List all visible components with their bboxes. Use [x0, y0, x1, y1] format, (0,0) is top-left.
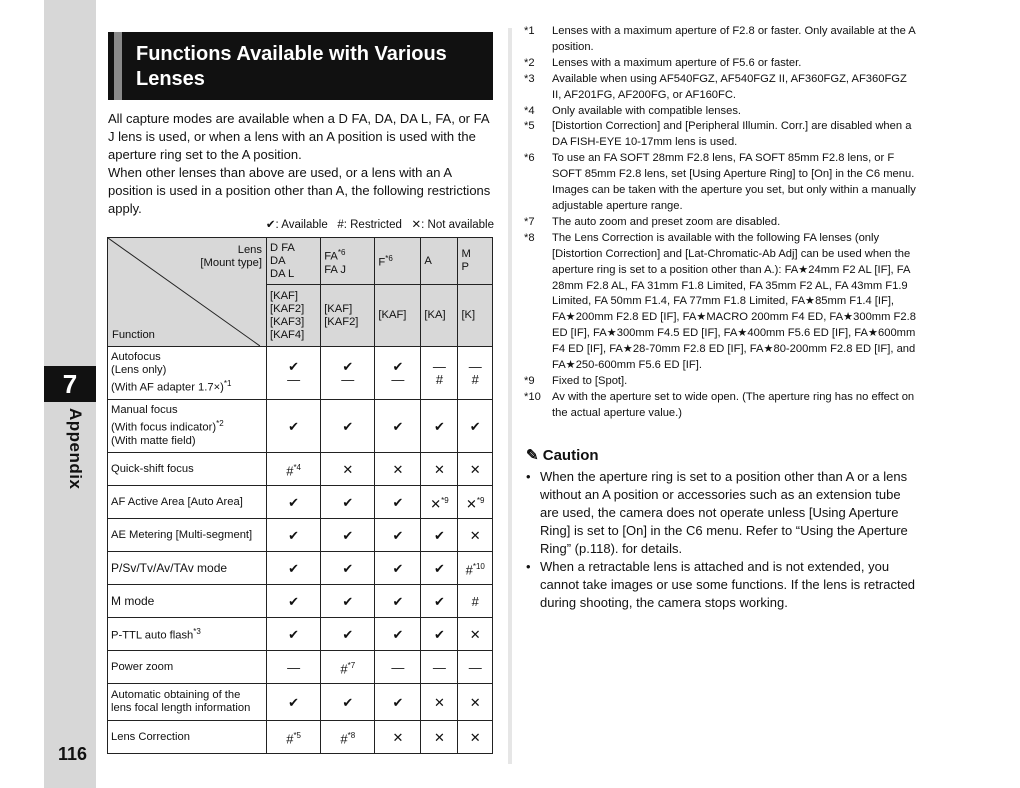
function-cell: Automatic obtaining of the lens focal length information — [108, 684, 267, 721]
bullet-icon: • — [526, 469, 531, 484]
table-row — [108, 684, 493, 721]
footnote — [524, 374, 916, 390]
value-cell: ✔ — [421, 585, 458, 618]
function-cell: P-TTL auto flash$^{*3}$ — [108, 618, 267, 651]
table-row — [108, 486, 493, 519]
caution-text: When the aperture ring is set to a position other than A or a lens without an A position or accessories such as an extension tube are used, the camera does not operate unless [Using Aperture Ring] is set to [On] in the C6 menu. Refer to “Using the Aperture Ring” (p.118). for details. — [540, 469, 908, 556]
footnote — [524, 215, 916, 231]
caution-item — [526, 558, 918, 612]
value-cell: ✔ — [321, 585, 375, 618]
caution-item — [526, 468, 918, 558]
value-cell: ✕ — [421, 721, 458, 754]
caution-text: When a retractable lens is attached and is not extended, you cannot take images or use some functions. If the lens is retracted during shooting, the camera stops working. — [540, 559, 916, 610]
column-divider — [508, 28, 512, 764]
value-cell: # — [458, 585, 493, 618]
footnote-key: *5 — [524, 120, 535, 133]
footnotes — [524, 24, 916, 422]
footnote-text: Only available with compatible lenses. — [552, 104, 742, 117]
footnote-text: Av with the aperture set to wide open. (The aperture ring has no effect on the actual aperture value.) — [552, 390, 915, 419]
footnote — [524, 56, 916, 72]
caution-icon: ✎ — [526, 447, 539, 464]
value-cell: ✕ — [458, 721, 493, 754]
function-cell: Power zoom — [108, 651, 267, 684]
table-row — [108, 618, 493, 651]
value-cell: #$^{*5}$ — [267, 721, 321, 754]
function-cell: P/Sv/Tv/Av/TAv mode — [108, 552, 267, 585]
footnote — [524, 151, 916, 215]
legend-available: ✔: Available — [265, 219, 328, 231]
caution-heading — [526, 446, 599, 464]
value-cell: ✔ — [321, 400, 375, 453]
value-cell: ✕ — [321, 453, 375, 486]
footnote — [524, 119, 916, 151]
footnote-key: *3 — [524, 72, 535, 85]
value-cell: ✔ — [458, 400, 493, 453]
footnote-key: *6 — [524, 152, 535, 165]
value-cell: ✔ — — [267, 347, 321, 400]
mount-header: [K] — [458, 285, 493, 347]
value-cell: ✔ — [267, 400, 321, 453]
table-row — [108, 347, 493, 400]
footnote-text: The Lens Correction is available with the following FA lenses (only [Distortion Correction] and [Lat-Chromatic-Ab Adj] can be used when the aperture ring is set to a position other than A.): FA★24mm F2 AL [IF], FA 28mm F2.8 AL, FA 31mm F1.8 Limited, FA 35mm F2 AL, FA 43mm F1.9 Limited, FA 50mm F1.4, FA 77mm F1.8 Limited, FA★85mm F1.4 [IF], FA★200mm F2.8 ED [IF], FA★MACRO 200mm F4 ED, FA★300mm F2.8 ED [IF], FA★300mm F4.5 ED [IF], FA★400mm F5.6 ED [IF], FA★600mm F4 ED [IF], FA★28-70mm F2.8 ED [IF], FA★80-200mm F2.8 ED [IF], and FA★250-600mm F5.6 ED [IF]. — [552, 231, 916, 372]
footnote-text: [Distortion Correction] and [Peripheral Illumin. Corr.] are disabled when a DA FISH-EYE 10-17mm lens is used. — [552, 120, 912, 149]
intro-text — [108, 110, 494, 218]
function-cell: Manual focus (With focus indicator)$^{*2}$ (With matte field) — [108, 400, 267, 453]
value-cell: ✔ — [267, 585, 321, 618]
mount-header: [KA] — [421, 285, 458, 347]
lens-header: M P — [458, 238, 493, 285]
function-cell: AF Active Area [Auto Area] — [108, 486, 267, 519]
lens-header: D FA DA DA L — [267, 238, 321, 285]
function-cell: Autofocus (Lens only) (With AF adapter 1.7×)$^{*1}$ — [108, 347, 267, 400]
value-cell: ✕ — [375, 721, 421, 754]
table-row — [108, 519, 493, 552]
mount-header: [KAF] [KAF2] [KAF3] [KAF4] — [267, 285, 321, 347]
value-cell: ✔ — [321, 618, 375, 651]
table-row — [108, 453, 493, 486]
value-cell: — — [458, 651, 493, 684]
function-cell: Lens Correction — [108, 721, 267, 754]
function-cell: AE Metering [Multi-segment] — [108, 519, 267, 552]
table-row — [108, 400, 493, 453]
legend-not-available: ✕: Not available — [411, 219, 494, 231]
value-cell: #$^{*10}$ — [458, 552, 493, 585]
value-cell: ✔ — [421, 400, 458, 453]
footnote — [524, 390, 916, 422]
function-cell: Quick-shift focus — [108, 453, 267, 486]
legend-restricted: #: Restricted — [337, 219, 402, 231]
lens-header: A — [421, 238, 458, 285]
footnote — [524, 104, 916, 120]
lens-header: FA$^{*6}$ FA J — [321, 238, 375, 285]
footnote-key: *1 — [524, 25, 535, 37]
symbol-legend — [232, 217, 494, 231]
chapter-number: 7 — [44, 366, 96, 402]
footnote — [524, 72, 916, 104]
bullet-icon: • — [526, 559, 531, 574]
table-row — [108, 552, 493, 585]
value-cell: ✔ — — [321, 347, 375, 400]
table-row — [108, 721, 493, 754]
value-cell: ✔ — [267, 684, 321, 721]
value-cell: — # — [458, 347, 493, 400]
value-cell: ✔ — [375, 618, 421, 651]
mount-header: [KAF] — [375, 285, 421, 347]
lens-function-table — [107, 237, 493, 754]
value-cell: ✔ — [375, 400, 421, 453]
intro-paragraph: When other lenses than above are used, or a lens with an A position is used in a position other than A, the following restrictions apply. — [108, 165, 491, 216]
table-row — [108, 651, 493, 684]
value-cell: ✔ — [321, 486, 375, 519]
chapter-label: Appendix — [66, 408, 85, 490]
footnote-key: *8 — [524, 231, 535, 244]
value-cell: ✕$^{*9}$ — [458, 486, 493, 519]
value-cell: ✔ — [375, 552, 421, 585]
footnote-key: *2 — [524, 56, 535, 69]
footnote-key: *7 — [524, 215, 535, 228]
value-cell: — — [267, 651, 321, 684]
value-cell: #$^{*4}$ — [267, 453, 321, 486]
footnote-key: *4 — [524, 104, 535, 117]
value-cell: ✔ — [421, 552, 458, 585]
value-cell: ✕ — [458, 519, 493, 552]
caution-title: Caution — [542, 447, 599, 464]
footnote-text: Lenses with a maximum aperture of F2.8 or faster. Only available at the A position. — [552, 25, 916, 53]
value-cell: ✕ — [458, 684, 493, 721]
value-cell: ✔ — [375, 684, 421, 721]
page-title: Functions Available with Various Lenses — [136, 43, 447, 90]
value-cell: #$^{*7}$ — [321, 651, 375, 684]
value-cell: — — [421, 651, 458, 684]
value-cell: ✔ — [421, 618, 458, 651]
value-cell: ✔ — [267, 486, 321, 519]
title-banner — [108, 32, 493, 100]
value-cell: ✔ — [375, 486, 421, 519]
value-cell: ✔ — [267, 519, 321, 552]
value-cell: ✔ — [321, 684, 375, 721]
footnote — [524, 231, 916, 374]
footnote — [524, 24, 916, 56]
title-accent — [114, 32, 122, 100]
value-cell: — — [375, 651, 421, 684]
corner-function-label: Function — [112, 329, 155, 341]
footnote-text: Lenses with a maximum aperture of F5.6 or faster. — [552, 56, 802, 69]
function-cell: M mode — [108, 585, 267, 618]
page-number: 116 — [58, 744, 88, 764]
value-cell: ✕ — [421, 453, 458, 486]
value-cell: ✔ — [421, 519, 458, 552]
footnote-text: To use an FA SOFT 28mm F2.8 lens, FA SOFT 85mm F2.8 lens, or F SOFT 85mm F2.8 lens, set [Using Aperture Ring] to [On] in the C6 menu. Images can be taken with the aperture you set, but only within a manually adjustable aperture range. — [552, 152, 916, 212]
value-cell: ✔ — [321, 519, 375, 552]
value-cell: ✕ — [458, 618, 493, 651]
footnote-key: *9 — [524, 374, 535, 387]
value-cell: ✔ — — [375, 347, 421, 400]
value-cell: #$^{*8}$ — [321, 721, 375, 754]
value-cell: ✕ — [458, 453, 493, 486]
footnote-text: Available when using AF540FGZ, AF540FGZ II, AF360FGZ, AF360FGZ II, AF201FG, AF200FG, or AF160FC. — [552, 72, 907, 101]
footnote-text: The auto zoom and preset zoom are disabled. — [552, 215, 781, 228]
table-row — [108, 585, 493, 618]
table-corner — [108, 238, 267, 347]
intro-paragraph: All capture modes are available when a D FA, DA, DA L, FA, or FA J lens is used, or when a lens with an A position is used with the aperture ring set to the A position. — [108, 111, 489, 162]
value-cell: ✔ — [375, 519, 421, 552]
value-cell: ✔ — [375, 585, 421, 618]
mount-header: [KAF] [KAF2] — [321, 285, 375, 347]
lens-header: $F^{*6}$ — [375, 238, 421, 285]
value-cell: ✔ — [267, 552, 321, 585]
footnote-text: Fixed to [Spot]. — [552, 374, 628, 387]
footnote-key: *10 — [524, 390, 541, 403]
value-cell: ✕ — [375, 453, 421, 486]
corner-lens-label: Lens [Mount type] — [200, 244, 262, 269]
value-cell: ✕ — [421, 684, 458, 721]
value-cell: ✔ — [321, 552, 375, 585]
caution-list — [526, 468, 918, 612]
value-cell: ✔ — [267, 618, 321, 651]
value-cell: — # — [421, 347, 458, 400]
value-cell: ✕$^{*9}$ — [421, 486, 458, 519]
